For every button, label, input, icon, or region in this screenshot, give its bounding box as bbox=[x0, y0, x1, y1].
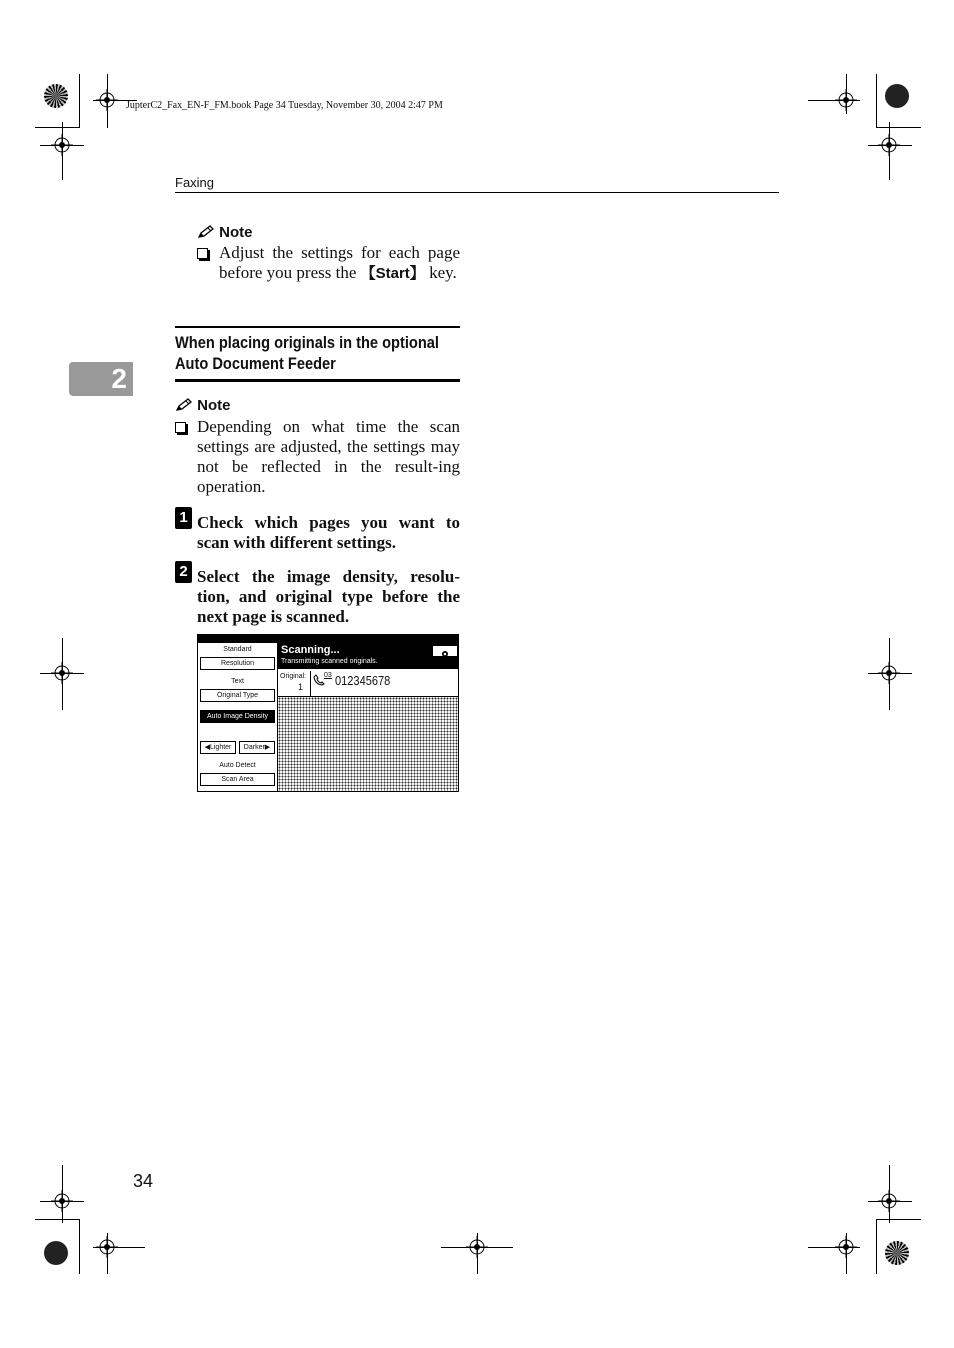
preview-area bbox=[278, 697, 459, 792]
header-rule bbox=[175, 192, 779, 193]
screen-top-bar bbox=[198, 635, 458, 643]
original-count-box bbox=[278, 671, 311, 697]
note-item-text: Depending on what time the scan settings are adjusted, the settings may not be reflected in the result-ing operation. bbox=[197, 417, 460, 496]
step-text: Check which pages you want to scan with different settings. bbox=[197, 513, 460, 552]
crosshair-icon bbox=[96, 89, 118, 111]
scanning-subtitle: Transmitting scanned originals. bbox=[281, 658, 378, 665]
note-item-suffix: key. bbox=[424, 263, 457, 282]
start-key-label: 【Start】 bbox=[360, 265, 425, 282]
chapter-number: 2 bbox=[111, 363, 127, 394]
original-count: 1 bbox=[298, 682, 304, 692]
file-info: JupterC2_Fax_EN-F_FM.book Page 34 Tuesday, November 30, 2004 2:47 PM bbox=[126, 100, 443, 111]
page-number: 34 bbox=[133, 1171, 154, 1191]
auto-image-density-button[interactable]: Auto Image Density bbox=[200, 710, 275, 723]
lighter-button[interactable]: ◀Lighter bbox=[200, 741, 236, 754]
resolution-button[interactable]: Resolution bbox=[200, 657, 275, 670]
crosshair-icon bbox=[51, 134, 73, 156]
crosshair-icon bbox=[835, 1236, 857, 1258]
step-number: 2 bbox=[175, 561, 192, 583]
checkbox-bullet-icon bbox=[175, 422, 186, 433]
checkbox-bullet-icon bbox=[197, 248, 208, 259]
color-bar-icon bbox=[885, 84, 909, 108]
scanning-title: Scanning... bbox=[281, 644, 340, 656]
note-heading bbox=[197, 224, 460, 241]
crosshair-icon bbox=[96, 1236, 118, 1258]
pencil-icon bbox=[175, 398, 193, 412]
step-2 bbox=[175, 561, 460, 627]
section-rule-bottom bbox=[175, 379, 460, 382]
crosshair-icon bbox=[878, 1190, 900, 1212]
darker-button[interactable]: Darker▶ bbox=[239, 741, 275, 754]
note-item bbox=[175, 417, 460, 497]
color-bar-icon bbox=[885, 1241, 909, 1265]
crosshair-icon bbox=[835, 89, 857, 111]
status-button[interactable] bbox=[432, 645, 458, 657]
destination-prefix: 03 bbox=[324, 672, 332, 679]
section-title-line: Auto Document Feeder bbox=[175, 354, 336, 373]
section-title bbox=[175, 332, 459, 374]
crosshair-icon bbox=[466, 1236, 488, 1258]
destination-box bbox=[311, 671, 459, 697]
step-1 bbox=[175, 507, 460, 553]
note-heading bbox=[175, 397, 460, 414]
crosshair-icon bbox=[878, 134, 900, 156]
note-item-text: Adjust the settings for each page before you press the bbox=[219, 243, 460, 282]
note-1 bbox=[197, 224, 460, 284]
note-heading-text: Note bbox=[197, 397, 231, 414]
pencil-icon bbox=[197, 225, 215, 239]
color-bar-icon bbox=[44, 84, 68, 108]
status-icon bbox=[433, 649, 455, 659]
color-bar-icon bbox=[44, 1241, 68, 1265]
fax-screen-panel bbox=[197, 634, 459, 792]
note-item bbox=[197, 243, 460, 284]
auto-detect-label: Auto Detect bbox=[219, 762, 256, 769]
note-heading-text: Note bbox=[219, 224, 253, 241]
crosshair-icon bbox=[51, 1190, 73, 1212]
note-2 bbox=[175, 397, 460, 497]
scan-settings-column bbox=[198, 643, 278, 791]
destination-number: 012345678 bbox=[335, 673, 391, 688]
running-head: Faxing bbox=[175, 175, 215, 190]
chapter-tab bbox=[69, 362, 133, 396]
crosshair-icon bbox=[878, 662, 900, 684]
crosshair-icon bbox=[51, 662, 73, 684]
original-type-button[interactable]: Original Type bbox=[200, 689, 275, 702]
scanning-header bbox=[278, 643, 459, 669]
text-label: Text bbox=[231, 678, 244, 685]
original-label: Original: bbox=[280, 673, 307, 680]
scan-area-button[interactable]: Scan Area bbox=[200, 773, 275, 786]
step-number: 1 bbox=[175, 507, 192, 529]
standard-label: Standard bbox=[223, 646, 252, 653]
section-title-line: When placing originals in the optional bbox=[175, 333, 439, 352]
step-text: Select the image density, resolu-tion, and original type before the next page is scanned. bbox=[197, 567, 460, 626]
section-rule-top bbox=[175, 326, 460, 328]
